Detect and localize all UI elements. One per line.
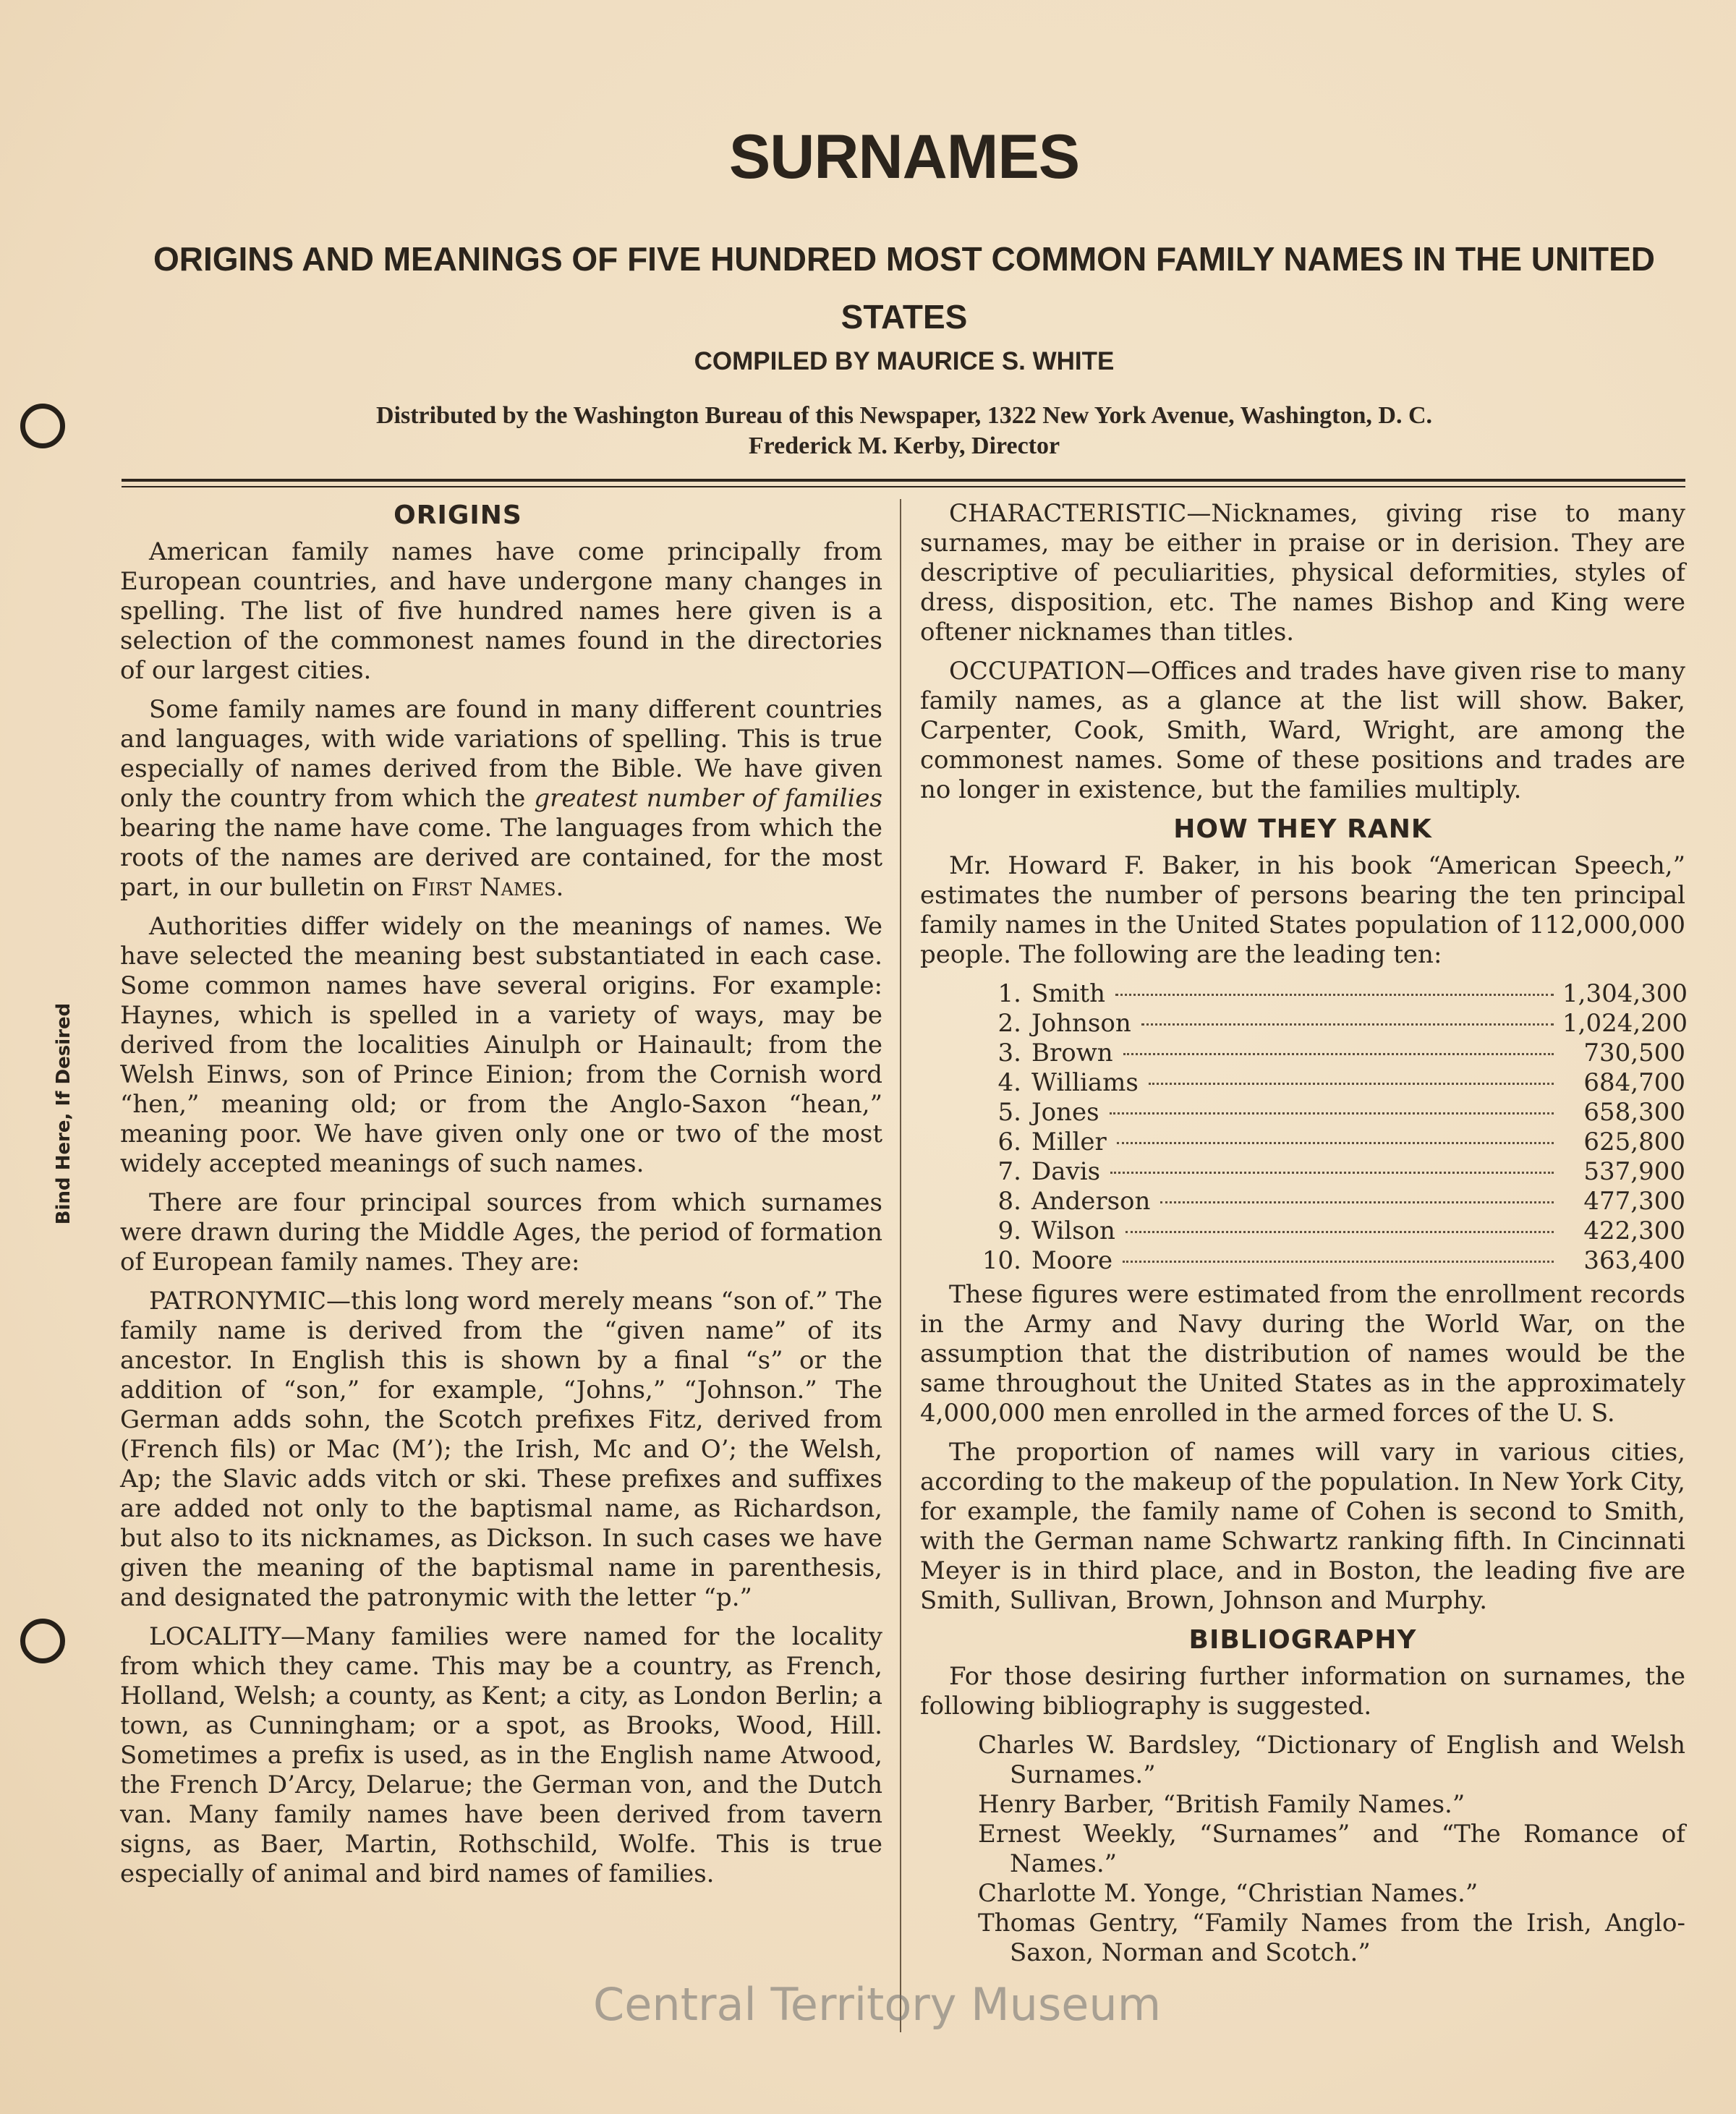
bulletin-title: First Names <box>411 873 556 902</box>
text-span: . <box>556 873 564 902</box>
rank-count: 730,500 <box>1583 1039 1685 1067</box>
distributed-by: Distributed by the Washington Bureau of this Newspaper, 1322 New York Avenue, Washington, D. C. <box>375 402 1433 429</box>
rank-item <box>920 1246 1685 1276</box>
bibliography-list <box>920 1731 1685 1968</box>
rank-name: Miller <box>1031 1128 1107 1156</box>
header-rule-thin <box>122 486 1685 487</box>
binder-hole-icon <box>20 1619 65 1663</box>
page-title: SURNAMES <box>728 122 1080 192</box>
rank-count: 537,900 <box>1583 1157 1685 1186</box>
rank-item <box>920 1216 1685 1246</box>
bibliography-entry: Charlotte M. Yonge, “Christian Names.” <box>978 1879 1478 1908</box>
distribution-note <box>0 401 1736 461</box>
leader-dots <box>1110 1112 1554 1114</box>
origins-paragraph: Authorities differ widely on the meanings of names. We have selected the meaning best substantiated in each case. Some common names have several origins. For example: Haynes, which is spelled in a variety of ways, may be derived from the localities Ainulph or Hainault; from the Welsh Einws, son of Prince Einion; from the Cornish word “hen,” meaning old; or from the Anglo-Saxon “hean,” meaning poor. We have given only one or two of the most widely accepted meanings of such names. <box>120 912 882 1178</box>
rank-count: 477,300 <box>1583 1187 1685 1216</box>
rank-count: 1,304,300 <box>1562 979 1688 1008</box>
rank-number: 1. <box>997 979 1021 1008</box>
text-span: bearing the name have come. The languages from which the roots of the names are derived are contained, for the most part, in our bulletin on <box>120 814 882 902</box>
rank-count: 684,700 <box>1583 1068 1685 1097</box>
column-divider <box>900 499 901 2032</box>
rank-number: 7. <box>997 1157 1021 1186</box>
rank-name: Brown <box>1031 1039 1113 1067</box>
rank-item <box>920 1187 1685 1216</box>
rank-number: 4. <box>997 1068 1021 1097</box>
rank-item <box>920 1098 1685 1128</box>
bibliography-entry: Charles W. Bardsley, “Dictionary of English and Welsh Surnames.” <box>978 1731 1685 1789</box>
rank-count: 658,300 <box>1583 1098 1685 1127</box>
text-span: Some family names are found in many different countries and languages, with wide variations of spelling. This is true especially of names derived from the Bible. We have given only the country from which the <box>120 695 882 813</box>
rank-item <box>920 1128 1685 1157</box>
leader-dots <box>1110 1172 1554 1174</box>
bibliography-entry: Thomas Gentry, “Family Names from the Irish, Anglo-Saxon, Norman and Scotch.” <box>978 1909 1685 1967</box>
rank-number: 6. <box>997 1128 1021 1156</box>
page-subtitle: ORIGINS AND MEANINGS OF FIVE HUNDRED MOST COMMON FAMILY NAMES IN THE UNITED STATES <box>153 240 1656 336</box>
header-rule <box>122 479 1685 482</box>
origins-heading: ORIGINS <box>393 500 522 530</box>
origins-paragraph: American family names have come principally from European countries, and have undergone many changes in spelling. The list of five hundred names here given is a selection of the commonest names found in the directories of our largest cities. <box>120 537 882 685</box>
leader-dots <box>1141 1023 1554 1026</box>
rank-number: 5. <box>997 1098 1021 1127</box>
bibliography-heading: BIBLIOGRAPHY <box>1188 1625 1417 1655</box>
compiled-by: COMPILED BY MAURICE S. WHITE <box>694 347 1115 375</box>
characteristic-paragraph: CHARACTERISTIC—Nicknames, giving rise to many surnames, may be either in praise or in derision. They are descriptive of peculiarities, physical deformities, styles of dress, disposition, etc. The names Bishop and King were oftener nicknames than titles. <box>920 499 1685 647</box>
leader-dots <box>1126 1231 1554 1233</box>
rank-count: 363,400 <box>1583 1246 1685 1275</box>
rank-name: Jones <box>1031 1098 1099 1127</box>
rank-number: 9. <box>997 1216 1021 1245</box>
rank-item <box>920 1009 1688 1039</box>
rank-name: Williams <box>1031 1068 1139 1097</box>
bibliography-entry: Ernest Weekly, “Surnames” and “The Romance of Names.” <box>978 1820 1685 1878</box>
rank-name: Johnson <box>1031 1009 1131 1038</box>
rank-paragraph: These figures were estimated from the enrollment records in the Army and Navy during the World War, on the assumption that the distribution of names would be the same throughout the United States as in the approximately 4,000,000 men enrolled in the armed forces of the U. S. <box>920 1280 1685 1428</box>
leader-dots <box>1115 994 1554 996</box>
rank-number: 3. <box>997 1039 1021 1067</box>
emphasis-text: greatest number of families <box>534 784 883 813</box>
rank-heading: HOW THEY RANK <box>1173 814 1432 844</box>
rank-item <box>920 979 1688 1009</box>
director-line: Frederick M. Kerby, Director <box>748 432 1060 459</box>
rank-name: Wilson <box>1031 1216 1115 1245</box>
bind-note: Bind Here, If Desired <box>53 1002 75 1225</box>
right-column <box>920 499 1688 1968</box>
rank-intro: Mr. Howard F. Baker, in his book “American Speech,” estimates the number of persons bearing the ten principal family names in the United States population of 112,000,000 people. The following are the leading ten: <box>920 851 1685 969</box>
rank-name: Moore <box>1031 1246 1113 1275</box>
origins-paragraph: There are four principal sources from which surnames were drawn during the Middle Ages, the period of formation of European family names. They are: <box>120 1188 882 1277</box>
rank-name: Smith <box>1031 979 1105 1008</box>
rank-number: 2. <box>997 1009 1021 1038</box>
leader-dots <box>1117 1142 1554 1144</box>
rank-list <box>920 979 1688 1276</box>
rank-count: 625,800 <box>1583 1128 1685 1156</box>
leader-dots <box>1123 1053 1554 1055</box>
bibliography-entry: Henry Barber, “British Family Names.” <box>978 1790 1465 1819</box>
leader-dots <box>1160 1201 1554 1203</box>
rank-item <box>920 1068 1685 1098</box>
rank-name: Anderson <box>1031 1187 1151 1216</box>
rank-item <box>920 1039 1685 1068</box>
left-column <box>120 499 882 1898</box>
leader-dots <box>1149 1083 1554 1085</box>
rank-paragraph: The proportion of names will vary in various cities, according to the makeup of the population. In New York City, for example, the family name of Cohen is second to Smith, with the German name Schwartz ranking fifth. In Cincinnati Meyer is in third place, and in Boston, the leading five are Smith, Sullivan, Brown, Johnson and Murphy. <box>920 1438 1685 1615</box>
rank-count: 1,024,200 <box>1562 1009 1688 1038</box>
patronymic-paragraph: PATRONYMIC—this long word merely means “son of.” The family name is derived from the “given name” of its ancestor. In English this is shown by a final “s” or the addition of “son,” for example, “Johns,” “Johnson.” The German adds sohn, the Scotch prefixes Fitz, derived from (French fils) or Mac (M’); the Irish, Mc and O’; the Welsh, Ap; the Slavic adds vitch or ski. These prefixes and suffixes are added not only to the baptismal name, as Richardson, but also to its nicknames, as Dickson. In such cases we have given the meaning of the baptismal name in parenthesis, and designated the patronymic with the letter “p.” <box>120 1287 882 1612</box>
locality-paragraph: LOCALITY—Many families were named for the locality from which they came. This may be a country, as French, Holland, Welsh; a county, as Kent; a city, as London Berlin; a town, as Cunningham; or a spot, as Brooks, Wood, Hill. Sometimes a prefix is used, as in the English name Atwood, the French D’Arcy, Delarue; the German von, and the Dutch van. Many family names have been derived from tavern signs, as Baer, Martin, Rothschild, Wolfe. This is true especially of animal and bird names of families. <box>120 1622 882 1888</box>
rank-item <box>920 1157 1685 1187</box>
rank-count: 422,300 <box>1583 1216 1685 1245</box>
watermark: Central Territory Museum <box>593 1978 1162 2031</box>
occupation-paragraph: OCCUPATION—Offices and trades have given rise to many family names, as a glance at the list will show. Baker, Carpenter, Cook, Smith, Ward, Wright, are among the commonest names. Some of these positions and trades are no longer in existence, but the families multiply. <box>920 657 1685 804</box>
rank-name: Davis <box>1031 1157 1101 1186</box>
rank-number: 10. <box>982 1246 1021 1275</box>
leader-dots <box>1123 1261 1554 1263</box>
bibliography-intro: For those desiring further information on surnames, the following bibliography is suggested. <box>920 1662 1685 1721</box>
origins-paragraph <box>120 695 882 903</box>
rank-number: 8. <box>997 1187 1021 1216</box>
